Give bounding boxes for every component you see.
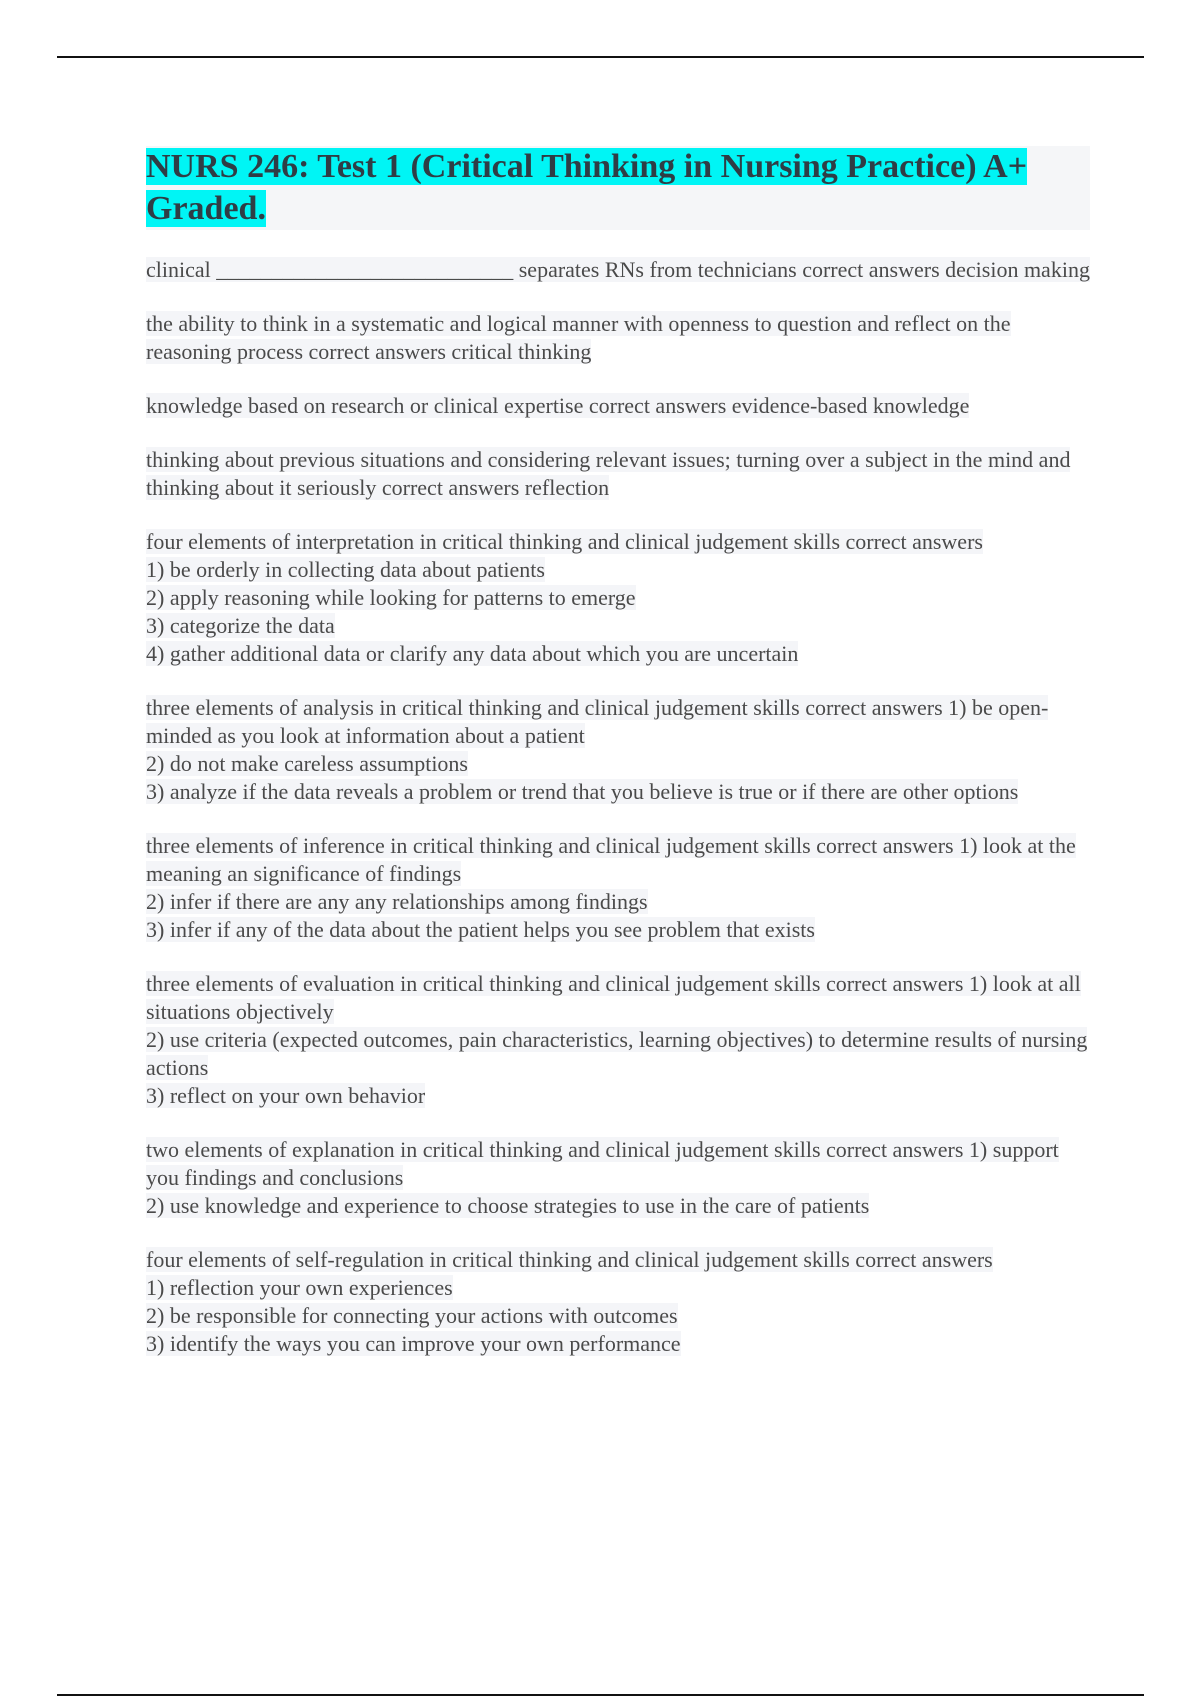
qa-entry-7: three elements of inference in critical thinking and clinical judgement skills correct answers 1) look at the meaning an significance of findings 2) infer if there are any any relationships among findings 3) infer if any of the data about the patient helps you see problem that exists xyxy=(146,833,1076,942)
top-rule xyxy=(57,56,1144,58)
qa-entry-6: three elements of analysis in critical thinking and clinical judgement skills correct answers 1) be open-minded as you look at information about a patient 2) do not make careless assumptions 3) analyze if the data reveals a problem or trend that you believe is true or if there are other options xyxy=(146,695,1049,804)
qa-entry-5: four elements of interpretation in critical thinking and clinical judgement skills correct answers 1) be orderly in collecting data about patients 2) apply reasoning while looking for patterns to emerge 3) categorize the data 4) gather additional data or clarify any data about which you are uncertain xyxy=(146,529,983,666)
qa-entry-3: knowledge based on research or clinical expertise correct answers evidence-based knowledge xyxy=(146,393,970,418)
qa-entry-9: two elements of explanation in critical thinking and clinical judgement skills correct answers 1) support you findings and conclusions 2) use knowledge and experience to choose strategies to use in the care of patients xyxy=(146,1137,1059,1218)
qa-entry-4: thinking about previous situations and considering relevant issues; turning over a subject in the mind and thinking about it seriously correct answers reflection xyxy=(146,447,1071,500)
document-body xyxy=(146,146,1090,1384)
qa-entry-10: four elements of self-regulation in critical thinking and clinical judgement skills correct answers 1) reflection your own experiences 2) be responsible for connecting your actions with outcomes 3) identify the ways you can improve your own performance xyxy=(146,1247,993,1356)
document-title-text: NURS 246: Test 1 (Critical Thinking in Nursing Practice) A+ Graded. xyxy=(146,148,1028,227)
title-block xyxy=(146,146,1090,230)
qa-entry-1: clinical ___________________________ separates RNs from technicians correct answers decision making xyxy=(146,257,1090,282)
bottom-rule xyxy=(57,1694,1144,1696)
qa-entry-8: three elements of evaluation in critical thinking and clinical judgement skills correct answers 1) look at all situations objectively 2) use criteria (expected outcomes, pain characteristics, learning objectives) to determine results of nursing actions 3) reflect on your own behavior xyxy=(146,971,1088,1108)
document-title xyxy=(146,146,1090,230)
qa-entry-2: the ability to think in a systematic and logical manner with openness to question and reflect on the reasoning process correct answers critical thinking xyxy=(146,311,1011,364)
